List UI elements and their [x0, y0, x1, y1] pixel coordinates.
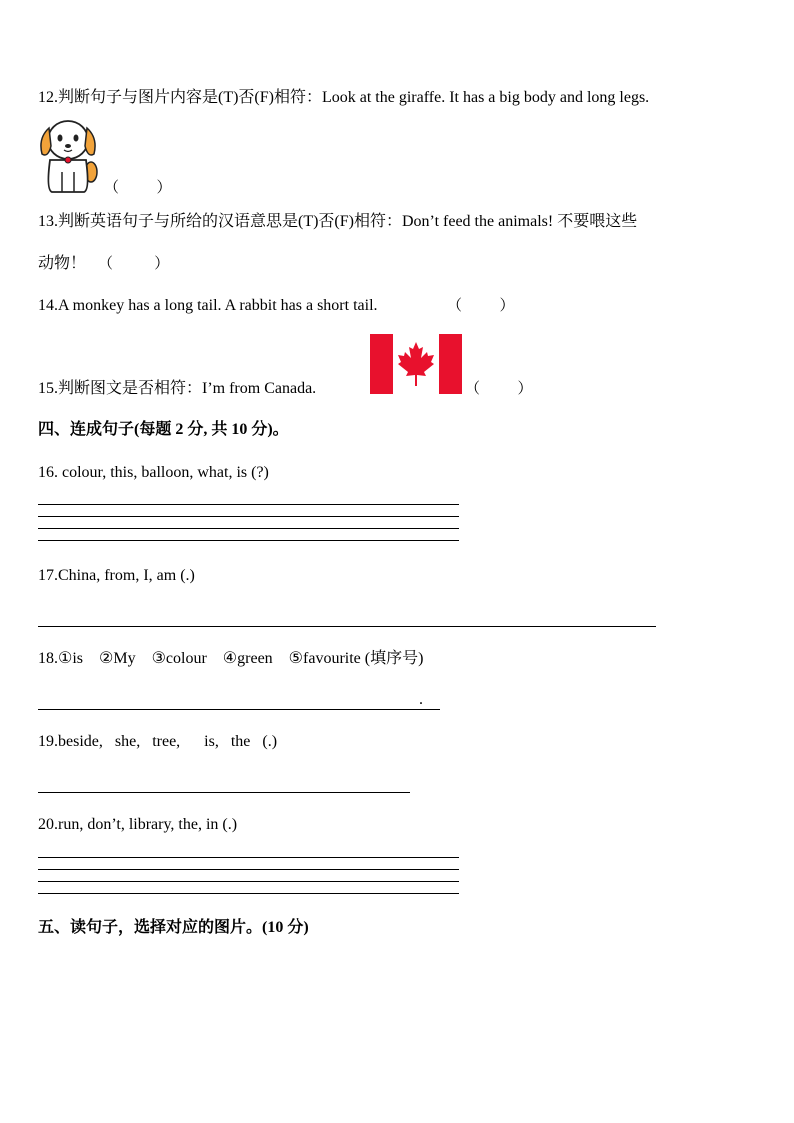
q18-text: 18.①is ②My ③colour ④green ⑤favourite (填序号) — [38, 650, 424, 667]
q19-answer-line[interactable] — [38, 792, 410, 793]
puppy-icon — [36, 116, 100, 194]
q16-answer-line-2[interactable] — [38, 516, 459, 517]
q15-text: 15.判断图文是否相符：I’m from Canada. — [38, 380, 317, 397]
q12-answer-blank[interactable]: （ ） — [104, 180, 172, 196]
q14-answer-blank[interactable]: （ ） — [447, 298, 515, 314]
q16-answer-line-4[interactable] — [38, 540, 459, 541]
section5-heading: 五、读句子，选择对应的图片。(10 分) — [38, 919, 309, 936]
q20-answer-line-4[interactable] — [38, 893, 459, 894]
q20-answer-line-1[interactable] — [38, 857, 459, 858]
q15-answer-blank[interactable]: （ ） — [465, 381, 533, 397]
q20-text: 20.run, don’t, library, the, in (.) — [38, 816, 238, 833]
q19-text: 19.beside, she, tree, is, the (.) — [38, 733, 278, 750]
q17-answer-line[interactable] — [38, 626, 656, 627]
q13-answer-blank[interactable]: （ ） — [98, 256, 170, 272]
q12-text: 12.判断句子与图片内容是(T)否(F)相符：Look at the giraffe. It has a big body and long legs. — [38, 89, 650, 106]
q16-text: 16. colour, this, balloon, what, is (?) — [38, 464, 269, 481]
q13-text-line1: 13.判断英语句子与所给的汉语意思是(T)否(F)相符：Don’t feed the animals! 不要喂这些 — [38, 213, 638, 230]
q16-answer-line-3[interactable] — [38, 528, 459, 529]
q18-end-mark: . — [419, 691, 423, 708]
canada-flag-icon — [370, 334, 462, 394]
q13-text-line2: 动物！ — [38, 255, 87, 272]
q16-answer-line-1[interactable] — [38, 504, 459, 505]
section4-heading: 四、连成句子(每题 2 分, 共 10 分)。 — [38, 421, 289, 438]
q20-answer-line-2[interactable] — [38, 869, 459, 870]
q20-answer-line-3[interactable] — [38, 881, 459, 882]
q17-text: 17.China, from, I, am (.) — [38, 567, 195, 584]
q14-text: 14.A monkey has a long tail. A rabbit has a short tail. — [38, 297, 378, 314]
q18-answer-line[interactable] — [38, 709, 440, 710]
